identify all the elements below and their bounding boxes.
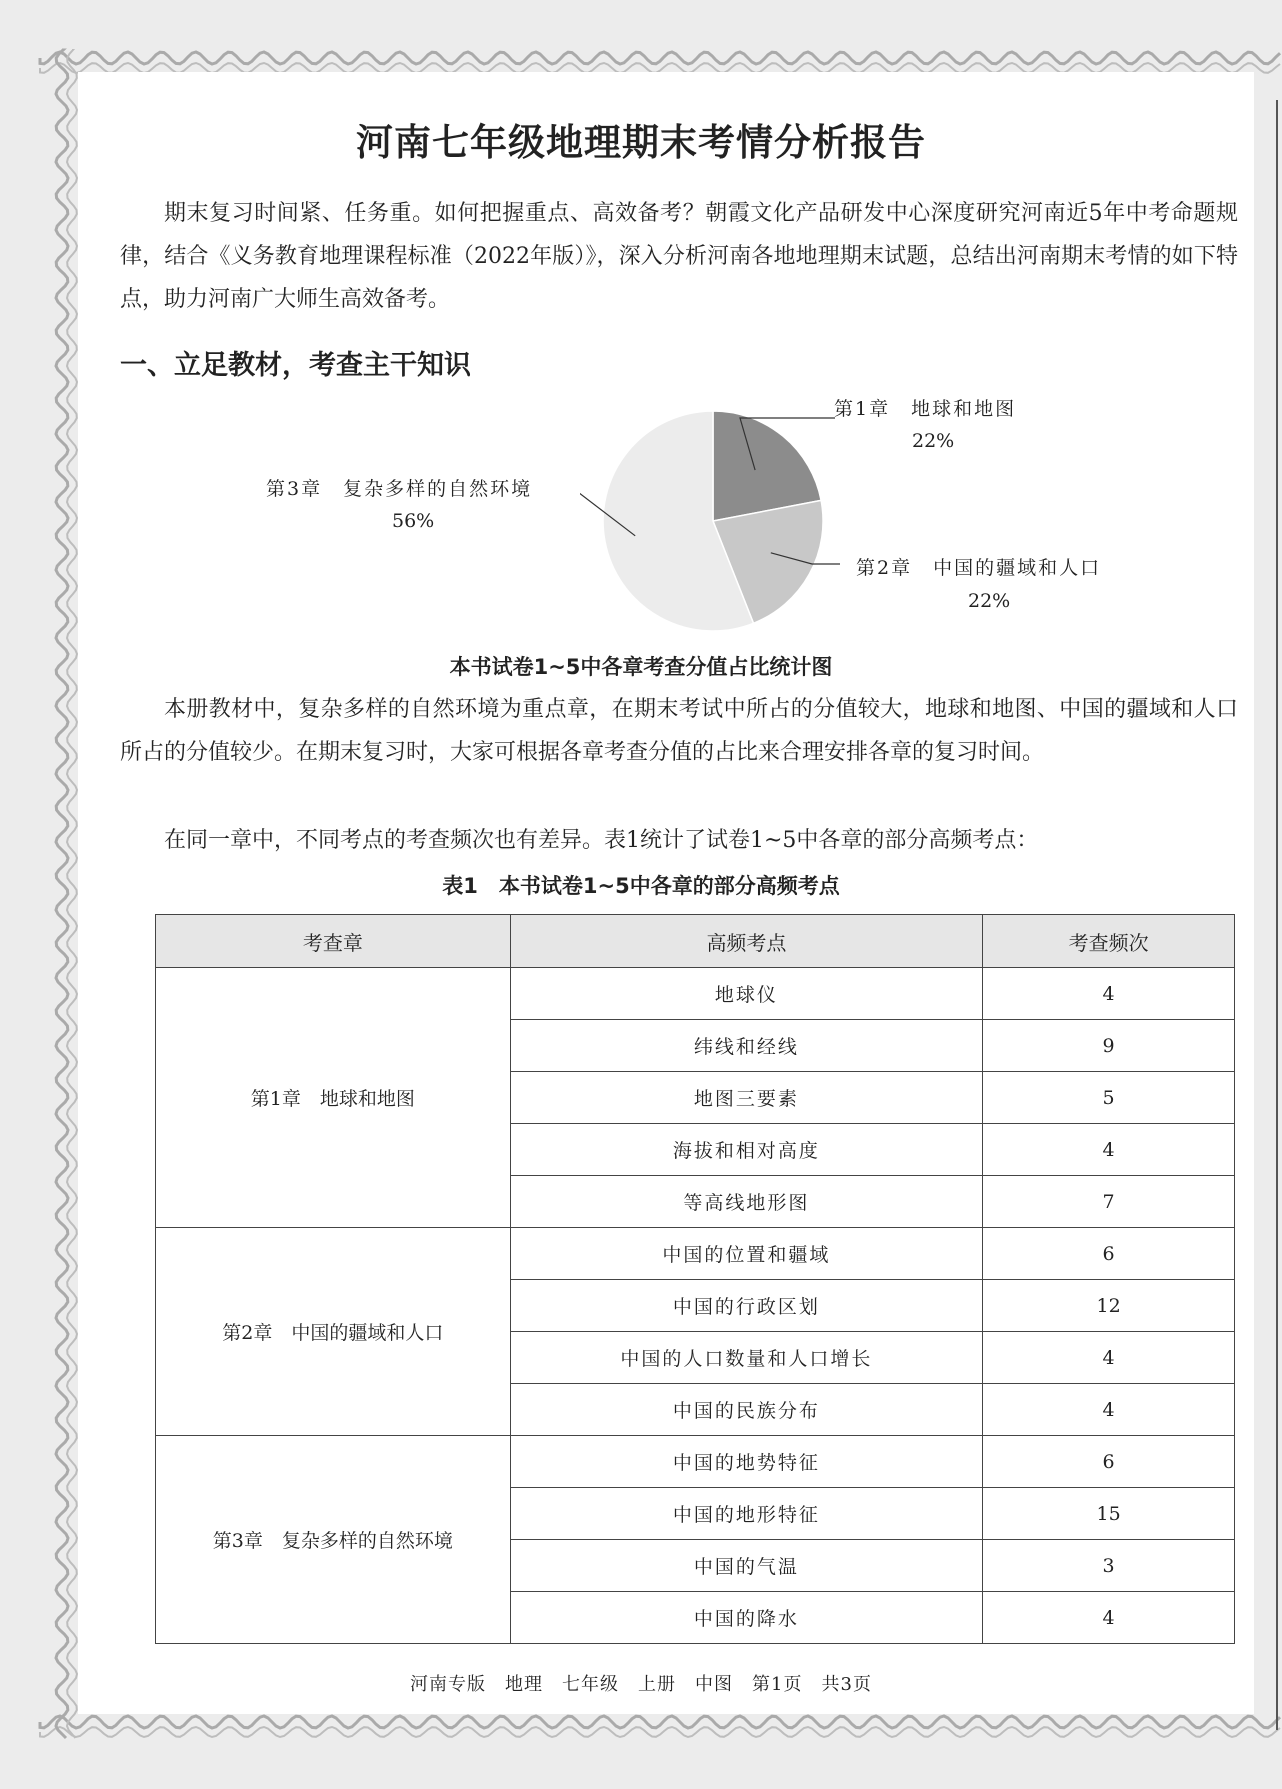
point-cell: 中国的行政区划 [510, 1280, 983, 1332]
point-cell: 中国的气温 [510, 1540, 983, 1592]
freq-cell: 4 [983, 968, 1235, 1020]
pie-pct-ch3: 56% [392, 510, 435, 532]
right-margin-rule [1276, 100, 1278, 1730]
table-row [156, 968, 1235, 1020]
pie-label-ch1: 第1章 地球和地图 [834, 398, 1017, 420]
table-row [156, 1436, 1235, 1488]
point-cell: 中国的民族分布 [510, 1384, 983, 1436]
table-caption: 表1 本书试卷1~5中各章的部分高频考点 [442, 874, 840, 898]
point-cell: 等高线地形图 [510, 1176, 983, 1228]
point-cell: 海拔和相对高度 [510, 1124, 983, 1176]
freq-cell: 5 [983, 1072, 1235, 1124]
section-heading: 一、立足教材，考查主干知识 [120, 350, 471, 381]
pie-chart [580, 396, 840, 646]
header-point: 高频考点 [510, 915, 983, 968]
table-row [156, 1228, 1235, 1280]
header-chapter: 考查章 [156, 915, 511, 968]
point-cell: 地图三要素 [510, 1072, 983, 1124]
chapter-cell: 第2章 中国的疆域和人口 [156, 1228, 511, 1436]
point-cell: 中国的人口数量和人口增长 [510, 1332, 983, 1384]
freq-cell: 6 [983, 1436, 1235, 1488]
point-cell: 中国的位置和疆域 [510, 1228, 983, 1280]
intro-paragraph: 期末复习时间紧、任务重。如何把握重点、高效备考？朝霞文化产品研发中心深度研究河南近5年中考命题规律，结合《义务教育地理课程标准（2022年版）》，深入分析河南各地地理期末试题，总结出河南期末考情的如下特点，助力河南广大师生高效备考。 [120, 201, 1238, 312]
freq-cell: 3 [983, 1540, 1235, 1592]
freq-cell: 4 [983, 1124, 1235, 1176]
freq-cell: 4 [983, 1384, 1235, 1436]
freq-cell: 9 [983, 1020, 1235, 1072]
freq-cell: 7 [983, 1176, 1235, 1228]
point-cell: 中国的降水 [510, 1592, 983, 1644]
point-cell: 地球仪 [510, 968, 983, 1020]
point-cell: 纬线和经线 [510, 1020, 983, 1072]
freq-cell: 4 [983, 1592, 1235, 1644]
freq-cell: 6 [983, 1228, 1235, 1280]
pie-label-ch2: 第2章 中国的疆域和人口 [856, 557, 1102, 579]
pie-pct-ch2: 22% [968, 590, 1011, 612]
header-frequency: 考查频次 [983, 915, 1235, 968]
analysis-paragraph: 本册教材中，复杂多样的自然环境为重点章，在期末考试中所占的分值较大，地球和地图、中国的疆域和人口所占的分值较少。在期末复习时，大家可根据各章考查分值的占比来合理安排各章的复习时间。 [120, 697, 1238, 765]
page-title: 河南七年级地理期末考情分析报告 [356, 121, 926, 164]
freq-cell: 4 [983, 1332, 1235, 1384]
chart-caption: 本书试卷1~5中各章考查分值占比统计图 [449, 655, 833, 679]
chapter-cell: 第3章 复杂多样的自然环境 [156, 1436, 511, 1644]
pie-pct-ch1: 22% [912, 430, 955, 452]
frequency-table [155, 914, 1235, 1644]
freq-cell: 15 [983, 1488, 1235, 1540]
chapter-cell: 第1章 地球和地图 [156, 968, 511, 1228]
point-cell: 中国的地形特征 [510, 1488, 983, 1540]
table-header-row [156, 915, 1235, 968]
freq-cell: 12 [983, 1280, 1235, 1332]
pie-label-ch3: 第3章 复杂多样的自然环境 [266, 478, 533, 500]
point-cell: 中国的地势特征 [510, 1436, 983, 1488]
table-intro-paragraph: 在同一章中，不同考点的考查频次也有差异。表1统计了试卷1~5中各章的部分高频考点： [164, 828, 1039, 853]
page-footer: 河南专版 地理 七年级 上册 中图 第1页 共3页 [410, 1674, 872, 1695]
